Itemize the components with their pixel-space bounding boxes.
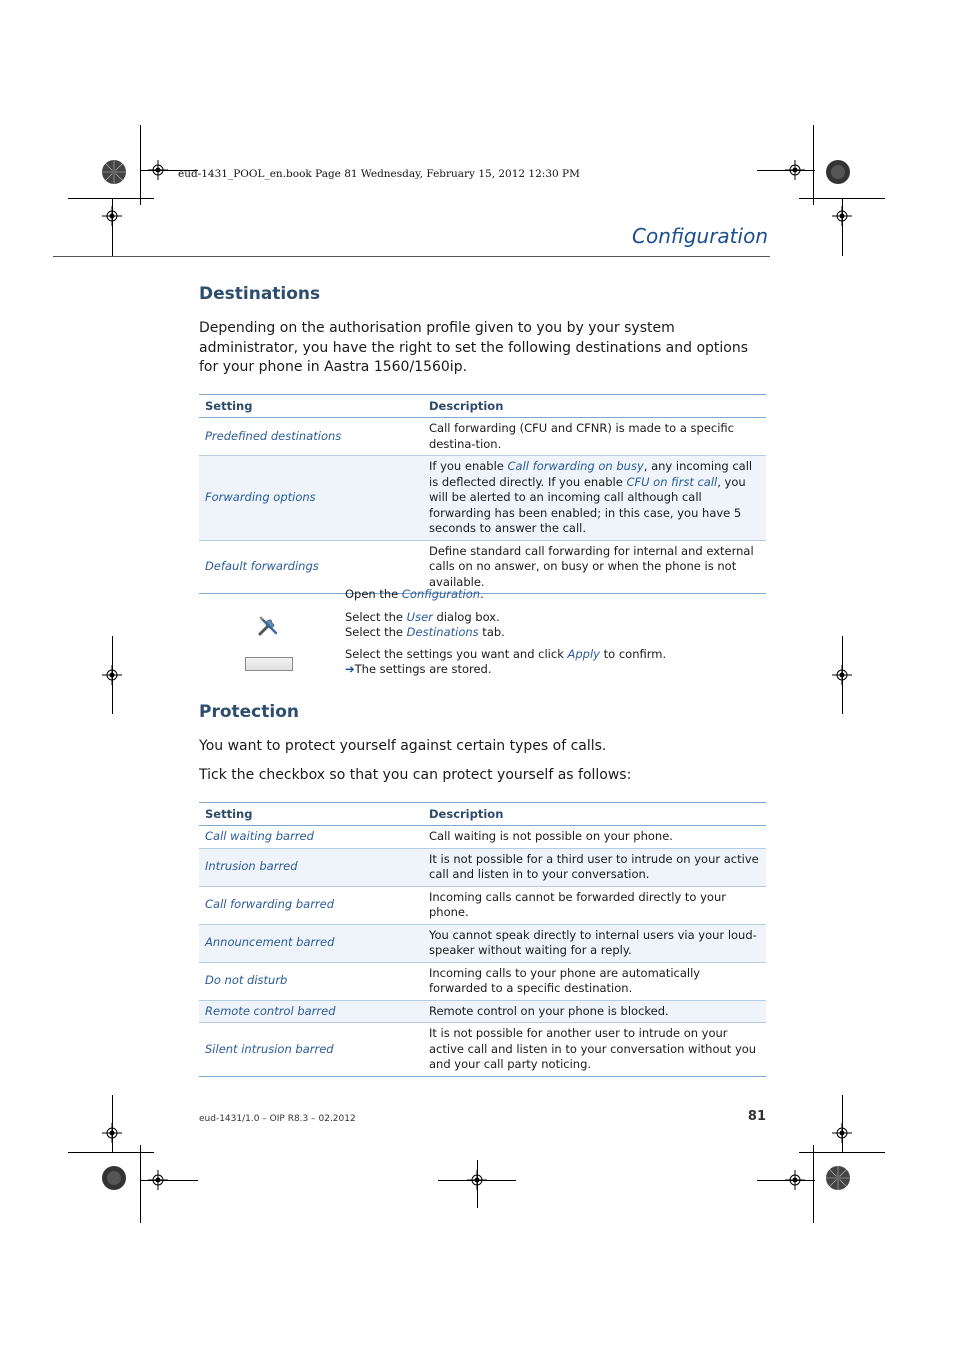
apply-button[interactable]: [245, 657, 293, 671]
setting-cell: Do not disturb: [199, 962, 423, 1000]
crosshair-icon: [832, 206, 852, 226]
footer-doc-id: eud-1431/1.0 – OIP R8.3 – 02.2012: [199, 1114, 356, 1124]
crosshair-icon: [832, 665, 852, 685]
table-row: [199, 826, 766, 849]
dialog-name-user: User: [406, 610, 433, 624]
table-row: [199, 1000, 766, 1023]
description-text: , you will be alerted to an incoming call although call forwarding has been enabled; in this case, you have 5 seconds to answer the call.: [429, 474, 746, 535]
section-header: Configuration: [632, 224, 768, 248]
crosshair-icon: [102, 665, 122, 685]
description-cell: It is not possible for another user to intrude on your active call and listen in to your conversation without you and your call party noticing.: [423, 1023, 766, 1077]
description-cell: Define standard call forwarding for internal and external calls on no answer, on busy or when the phone is not available.: [423, 540, 766, 594]
instruction-step-apply: Select the settings you want and click Apply to confirm.: [345, 647, 667, 661]
column-header-setting: Setting: [199, 803, 423, 826]
protection-table: [199, 802, 766, 1077]
registration-rosette-icon: [101, 159, 127, 185]
description-cell: You cannot speak directly to internal users via your loud-speaker without waiting for a reply.: [423, 924, 766, 962]
registration-rosette-icon: [825, 159, 851, 185]
description-cell: Incoming calls cannot be forwarded directly to your phone.: [423, 886, 766, 924]
column-header-description: Description: [423, 395, 766, 418]
button-name-apply: Apply: [567, 647, 600, 661]
menu-name-configuration: Configuration: [401, 587, 481, 601]
description-cell: [423, 456, 766, 541]
setting-cell: Default forwardings: [199, 540, 423, 594]
table-header-row: [199, 803, 766, 826]
page-number: 81: [747, 1109, 766, 1124]
destinations-table: [199, 394, 766, 594]
setting-cell: Silent intrusion barred: [199, 1023, 423, 1077]
tools-icon: [256, 614, 280, 638]
table-row: [199, 456, 766, 541]
crosshair-icon: [832, 1123, 852, 1143]
instruction-step-destinations: Select the Destinations tab.: [345, 625, 505, 639]
registration-rosette-icon: [825, 1165, 851, 1191]
setting-cell: Call waiting barred: [199, 826, 423, 849]
tab-name-destinations: Destinations: [406, 625, 479, 639]
header-rule: [53, 256, 770, 257]
table-row: [199, 1023, 766, 1077]
column-header-description: Description: [423, 803, 766, 826]
description-cell: Call waiting is not possible on your phone.: [423, 826, 766, 849]
book-line: eud-1431_POOL_en.book Page 81 Wednesday, February 15, 2012 12:30 PM: [178, 168, 580, 180]
table-row: [199, 540, 766, 594]
table-row: [199, 418, 766, 456]
crosshair-icon: [102, 1123, 122, 1143]
protection-intro-2: Tick the checkbox so that you can protect yourself as follows:: [199, 767, 632, 783]
setting-cell: Intrusion barred: [199, 848, 423, 886]
inline-setting-name: CFU on first call: [626, 474, 718, 489]
destinations-intro: Depending on the authorisation profile given to you by your system administrator, you have the right to set the following destinations and options for your phone in Aastra 1560/1560ip.: [199, 320, 749, 375]
table-row: [199, 886, 766, 924]
description-text: , any incoming call is deflected directly. If you enable: [429, 459, 753, 489]
table-row: [199, 962, 766, 1000]
result-arrow-icon: ➔: [345, 662, 355, 676]
instruction-step-user: Select the User dialog box.: [345, 610, 500, 624]
setting-cell: Predefined destinations: [199, 418, 423, 456]
instruction-result: ➔The settings are stored.: [345, 662, 492, 676]
description-cell: Call forwarding (CFU and CFNR) is made to a specific destina-tion.: [423, 418, 766, 456]
table-header-row: [199, 395, 766, 418]
description-cell: Remote control on your phone is blocked.: [423, 1000, 766, 1023]
crosshair-icon: [102, 206, 122, 226]
column-header-setting: Setting: [199, 395, 423, 418]
registration-rosette-icon: [101, 1165, 127, 1191]
table-row: [199, 848, 766, 886]
description-text: If you enable: [429, 459, 508, 473]
instruction-step-open: Open the Configuration.: [345, 587, 484, 601]
description-cell: Incoming calls to your phone are automatically forwarded to a specific destination.: [423, 962, 766, 1000]
destinations-heading: Destinations: [199, 284, 321, 304]
setting-cell: Forwarding options: [199, 456, 423, 541]
setting-cell: Announcement barred: [199, 924, 423, 962]
description-cell: It is not possible for a third user to intrude on your active call and listen in to your conversation.: [423, 848, 766, 886]
protection-heading: Protection: [199, 702, 299, 722]
inline-setting-name: Call forwarding on busy: [507, 459, 644, 473]
protection-intro-1: You want to protect yourself against certain types of calls.: [199, 738, 607, 754]
setting-cell: Remote control barred: [199, 1000, 423, 1023]
setting-cell: Call forwarding barred: [199, 886, 423, 924]
table-row: [199, 924, 766, 962]
